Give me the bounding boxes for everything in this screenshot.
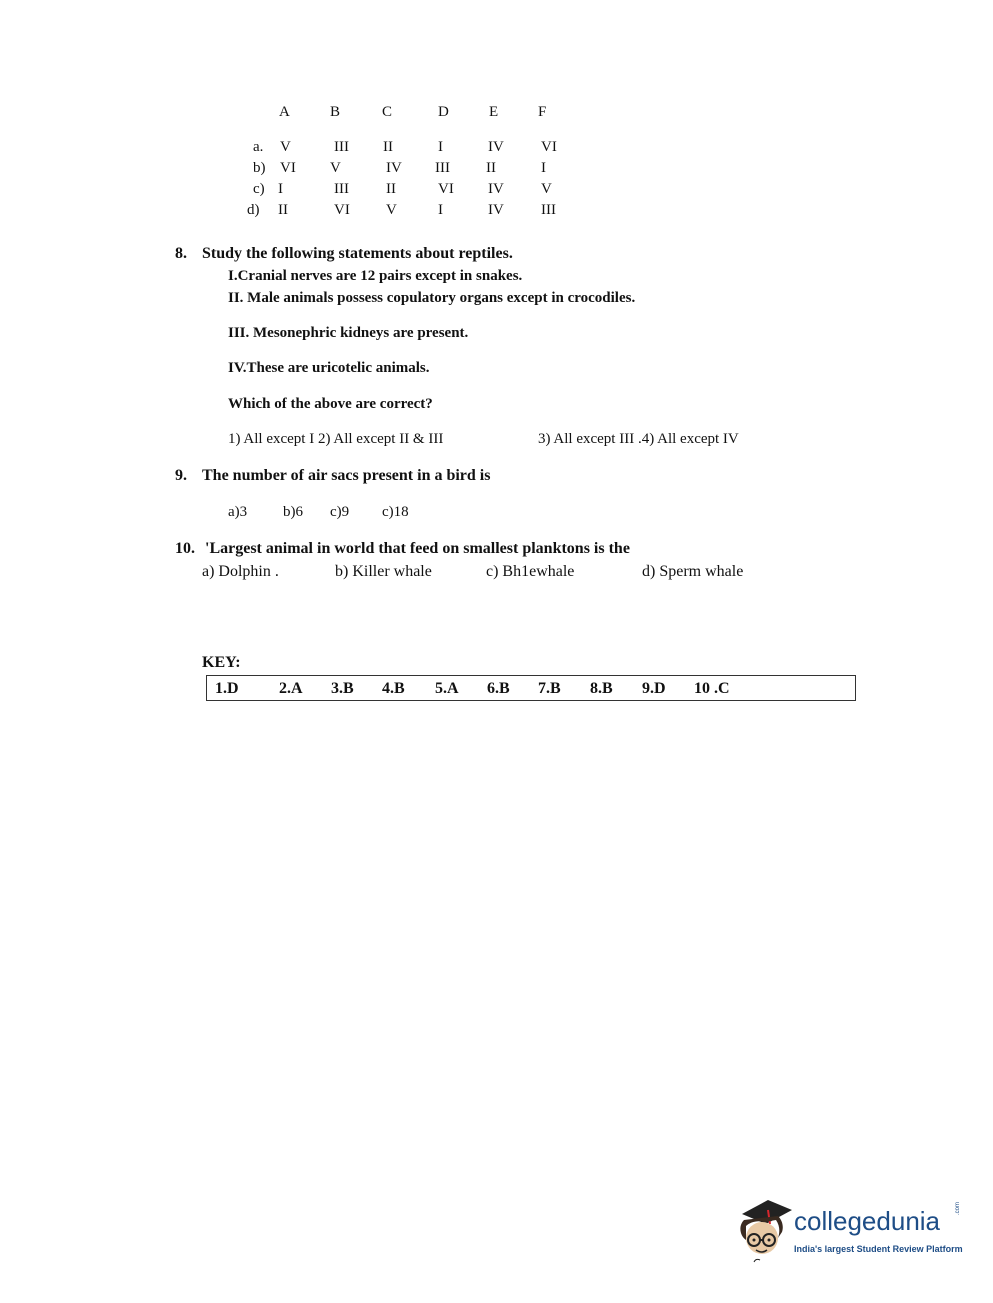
table-cell: V — [386, 202, 397, 218]
answer-option: d) Sperm whale — [642, 563, 744, 580]
logo-tagline: India's largest Student Review Platform — [794, 1244, 963, 1254]
table-cell: III — [435, 160, 450, 176]
table-row-label: b) — [253, 160, 266, 176]
question-number: 8. — [175, 245, 187, 262]
statement-1: I.Cranial nerves are 12 pairs except in snakes. — [228, 268, 523, 284]
statement-2: II. Male animals possess copulatory organs except in crocodiles. — [228, 290, 636, 306]
table-cell: V — [280, 139, 291, 155]
table-cell: I — [278, 181, 283, 197]
table-cell: IV — [488, 202, 504, 218]
question-text: The number of air sacs present in a bird is — [202, 467, 491, 484]
table-cell: V — [330, 160, 341, 176]
mascot-icon — [734, 1196, 794, 1266]
key-answer: 4.B — [382, 680, 405, 697]
table-cell: III — [334, 181, 349, 197]
table-cell: IV — [488, 181, 504, 197]
answer-option: a)3 — [228, 504, 248, 520]
table-cell: VI — [541, 139, 557, 155]
column-header-a: A — [279, 104, 290, 120]
column-header-b: B — [330, 104, 341, 120]
question-text: 'Largest animal in world that feed on smallest planktons is the — [205, 540, 630, 557]
answer-options-left: 1) All except I 2) All except II & III — [228, 431, 444, 447]
question-number: 9. — [175, 467, 187, 484]
table-cell: II — [486, 160, 496, 176]
answer-option: a) Dolphin . — [202, 563, 279, 580]
collegedunia-logo — [734, 1196, 964, 1266]
table-cell: VI — [438, 181, 454, 197]
table-cell: VI — [280, 160, 296, 176]
table-row-label: d) — [247, 202, 260, 218]
column-header-f: F — [538, 104, 547, 120]
question-number: 10. — [175, 540, 195, 557]
column-header-d: D — [438, 104, 449, 120]
answer-key-box — [206, 675, 856, 701]
statement-4: IV.These are uricotelic animals. — [228, 360, 430, 376]
answer-options-right: 3) All except III .4) All except IV — [538, 431, 739, 447]
table-cell: II — [278, 202, 288, 218]
table-cell: IV — [386, 160, 402, 176]
table-row-label: c) — [253, 181, 265, 197]
key-answer: 7.B — [538, 680, 561, 697]
key-label: KEY: — [202, 654, 241, 671]
answer-option: b) Killer whale — [335, 563, 432, 580]
answer-option: c)18 — [382, 504, 409, 520]
column-header-c: C — [382, 104, 393, 120]
table-cell: III — [541, 202, 556, 218]
table-cell: V — [541, 181, 552, 197]
table-cell: VI — [334, 202, 350, 218]
key-answer: 1.D — [215, 680, 239, 697]
question-prompt: Which of the above are correct? — [228, 396, 433, 412]
answer-option: c) Bh1ewhale — [486, 563, 575, 580]
table-cell: II — [383, 139, 393, 155]
table-cell: II — [386, 181, 396, 197]
table-cell: I — [438, 202, 443, 218]
column-header-e: E — [489, 104, 499, 120]
answer-option: b)6 — [283, 504, 303, 520]
key-answer: 10 .C — [694, 680, 730, 697]
statement-3: III. Mesonephric kidneys are present. — [228, 325, 469, 341]
key-answer: 5.A — [435, 680, 459, 697]
key-answer: 3.B — [331, 680, 354, 697]
table-cell: III — [334, 139, 349, 155]
table-cell: I — [438, 139, 443, 155]
answer-option: c)9 — [330, 504, 350, 520]
logo-suffix: .com — [955, 1201, 961, 1215]
table-cell: I — [541, 160, 546, 176]
table-row-label: a. — [253, 139, 264, 155]
key-answer: 2.A — [279, 680, 303, 697]
key-answer: 6.B — [487, 680, 510, 697]
table-cell: IV — [488, 139, 504, 155]
logo-wordmark: collegedunia — [794, 1206, 941, 1236]
key-answer: 8.B — [590, 680, 613, 697]
key-answer: 9.D — [642, 680, 666, 697]
question-text: Study the following statements about reptiles. — [202, 245, 513, 262]
